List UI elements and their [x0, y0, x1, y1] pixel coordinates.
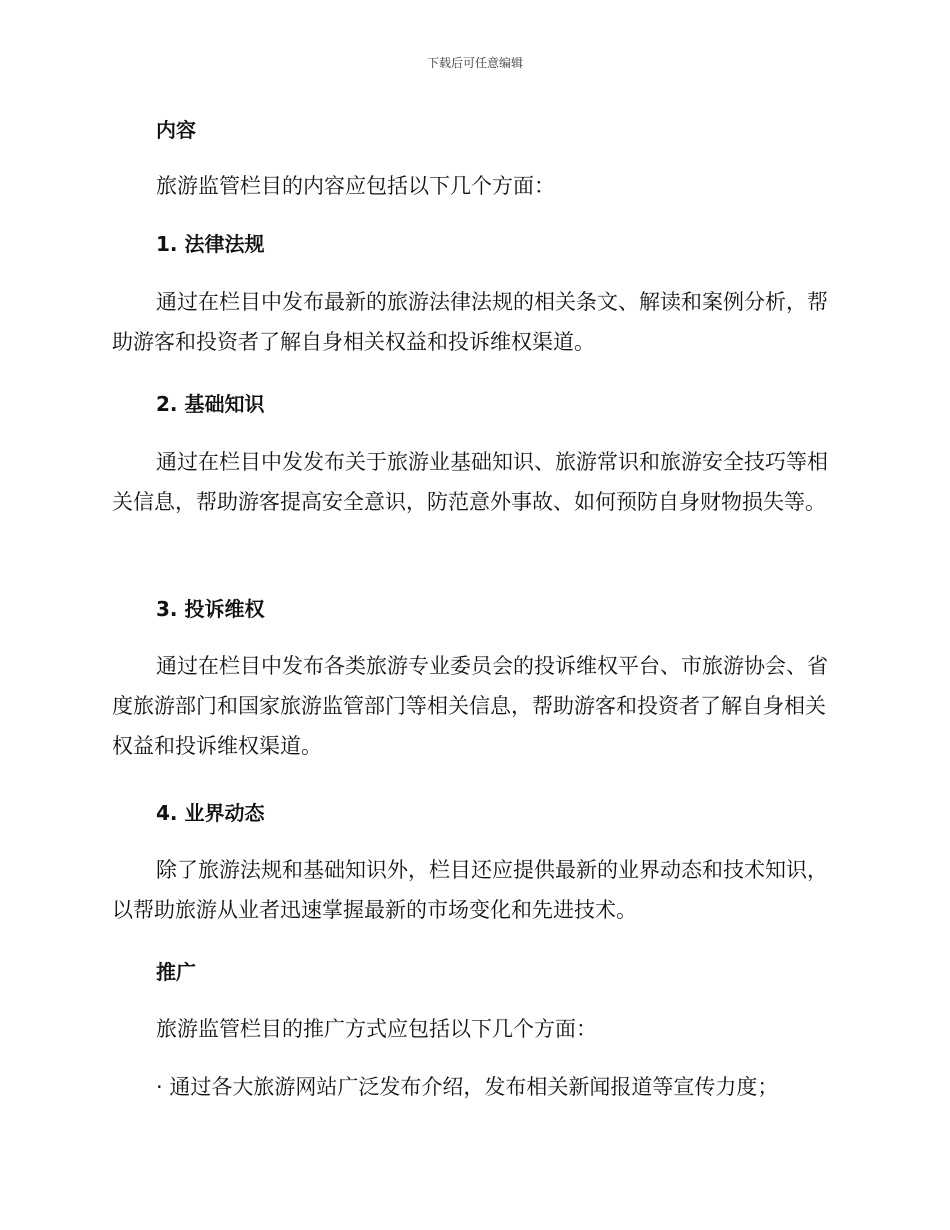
promo-intro: 旅游监管栏目的推广方式应包括以下几个方面：: [156, 1017, 597, 1041]
item1-title: 1. 法律法规: [156, 232, 265, 256]
item3-body: 通过在栏目中发布各类旅游专业委员会的投诉维权平台、市旅游协会、省度旅游部门和国家旅游监管部门等相关信息，帮助游客和投资者了解自身相关权益和投诉维权渠道。: [112, 654, 828, 758]
item3-title: 3. 投诉维权: [156, 597, 265, 621]
item4-title: 4. 业界动态: [156, 801, 265, 825]
promo-bullet-1: · 通过各大旅游网站广泛发布介绍，发布相关新闻报道等宣传力度；: [156, 1075, 779, 1099]
section-title-promo: 推广: [156, 960, 196, 984]
section-title-content: 内容: [156, 118, 196, 142]
item2-body: 通过在栏目中发发布关于旅游业基础知识、旅游常识和旅游安全技巧等相关信息，帮助游客提高安全意识，防范意外事故、如何预防自身财物损失等。: [112, 450, 828, 514]
item2-title: 2. 基础知识: [156, 392, 265, 416]
content-intro: 旅游监管栏目的内容应包括以下几个方面：: [156, 174, 555, 198]
item4-body: 除了旅游法规和基础知识外，栏目还应提供最新的业界动态和技术知识，以帮助旅游从业者迅速掌握最新的市场变化和先进技术。: [112, 858, 828, 922]
item1-body: 通过在栏目中发布最新的旅游法律法规的相关条文、解读和案例分析，帮助游客和投资者了解自身相关权益和投诉维权渠道。: [112, 290, 828, 354]
page-header: 下载后可任意编辑: [426, 56, 523, 70]
